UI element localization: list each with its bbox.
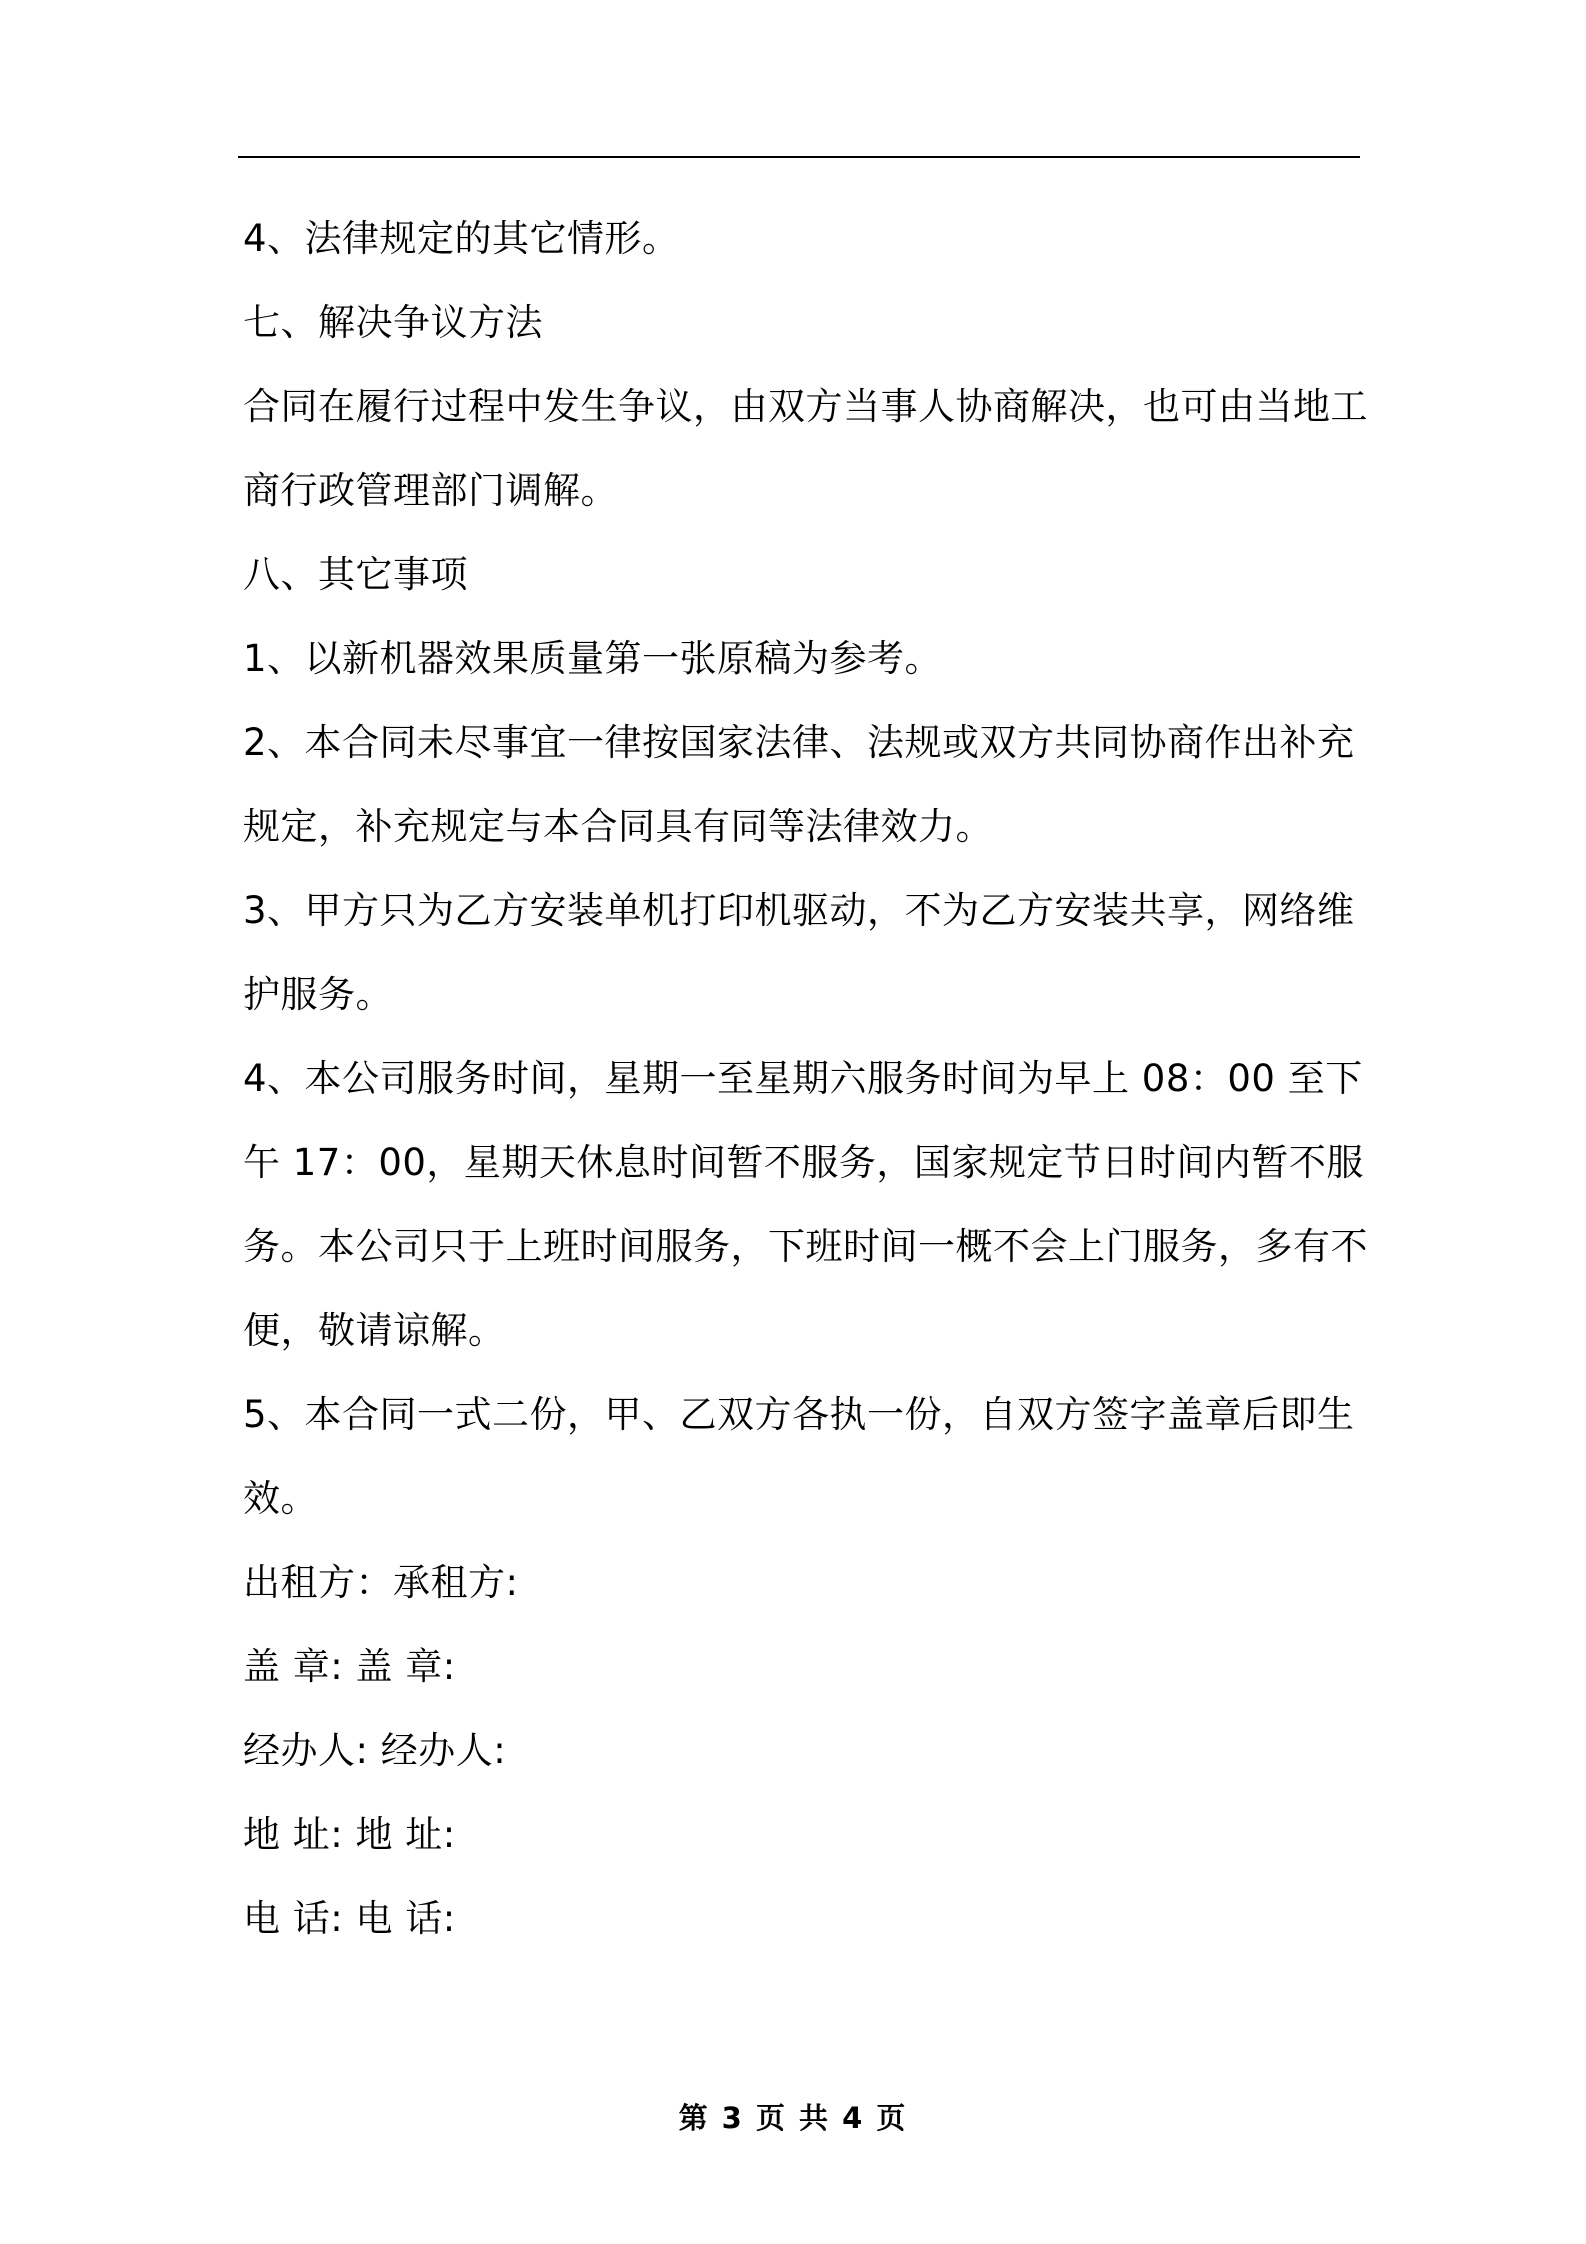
- section-heading: 七、解决争议方法: [243, 301, 543, 344]
- clause-line: 护服务。: [243, 973, 393, 1016]
- page-number: 第 3 页 共 4 页: [678, 2101, 908, 2135]
- clause-line: 4、本公司服务时间，星期一至星期六服务时间为早上 08：00 至下: [243, 1057, 1363, 1100]
- signature-parties: 出租方：承租方:: [243, 1561, 519, 1604]
- paragraph-line: 商行政管理部门调解。: [243, 469, 618, 512]
- clause-line: 便，敬请谅解。: [243, 1309, 506, 1352]
- signature-phone: 电 话: 电 话:: [243, 1897, 456, 1940]
- clause-line: 规定，补充规定与本合同具有同等法律效力。: [243, 805, 993, 848]
- signature-address: 地 址: 地 址:: [243, 1813, 456, 1856]
- section-heading: 八、其它事项: [243, 553, 468, 596]
- clause-line: 午 17：00，星期天休息时间暂不服务，国家规定节日时间内暂不服: [243, 1141, 1364, 1184]
- clause-line: 务。本公司只于上班时间服务，下班时间一概不会上门服务，多有不: [243, 1225, 1368, 1268]
- clause-line: 效。: [243, 1477, 318, 1520]
- signature-seal: 盖 章: 盖 章:: [243, 1645, 456, 1688]
- clause-line: 4、法律规定的其它情形。: [243, 217, 680, 260]
- clause-line: 2、本合同未尽事宜一律按国家法律、法规或双方共同协商作出补充: [243, 721, 1355, 764]
- clause-line: 1、以新机器效果质量第一张原稿为参考。: [243, 637, 943, 680]
- document-body: [243, 197, 1368, 1961]
- paragraph-line: 合同在履行过程中发生争议，由双方当事人协商解决，也可由当地工: [243, 385, 1368, 428]
- header-rule: [238, 156, 1360, 158]
- signature-handler: 经办人: 经办人:: [243, 1729, 507, 1772]
- clause-line: 5、本合同一式二份，甲、乙双方各执一份，自双方签字盖章后即生: [243, 1393, 1355, 1436]
- clause-line: 3、甲方只为乙方安装单机打印机驱动，不为乙方安装共享，网络维: [243, 889, 1355, 932]
